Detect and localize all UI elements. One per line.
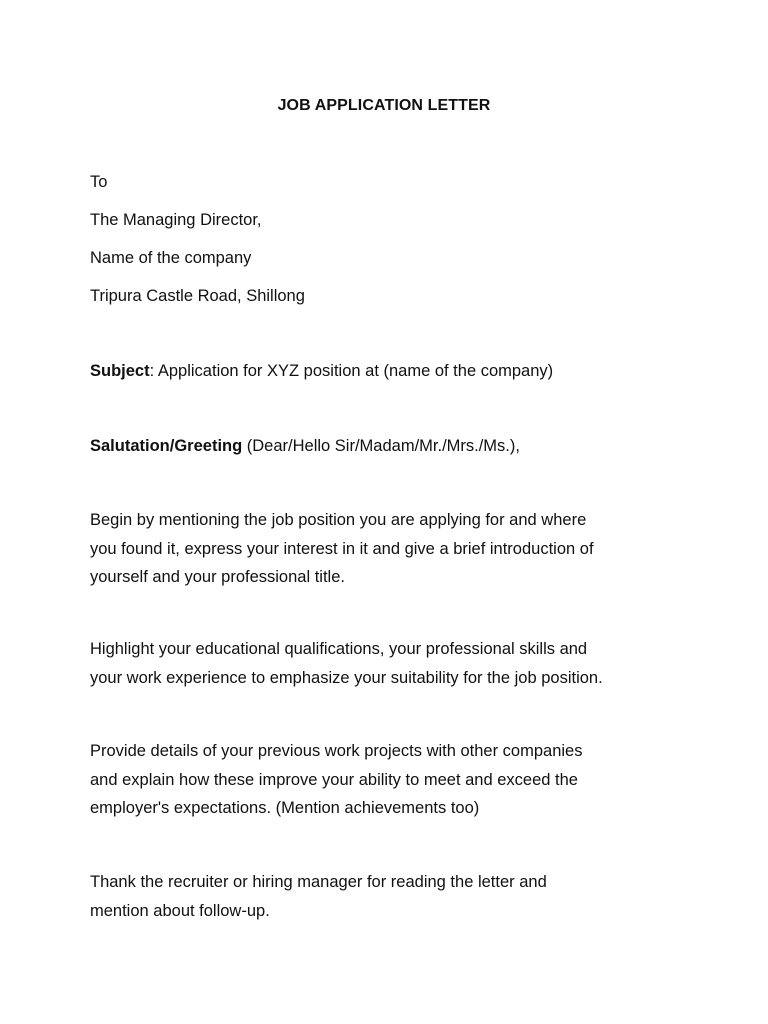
address-to: To (90, 173, 108, 191)
paragraph-line: your work experience to emphasize your suitability for the job position. (90, 668, 603, 687)
paragraph-line: Thank the recruiter or hiring manager for reading the letter and (90, 873, 547, 891)
paragraph-qualifications (90, 635, 690, 692)
salutation-text: (Dear/Hello Sir/Madam/Mr./Mrs./Ms.), (242, 437, 520, 455)
paragraph-experience (90, 737, 690, 823)
subject-line (90, 357, 690, 385)
address-street: Tripura Castle Road, Shillong (90, 287, 305, 305)
salutation-label: Salutation/Greeting (90, 437, 243, 455)
paragraph-line: and explain how these improve your ability to meet and exceed the (90, 770, 578, 789)
paragraph-line: Provide details of your previous work projects with other companies (90, 742, 583, 760)
paragraph-line: yourself and your professional title. (90, 568, 345, 586)
paragraph-line: you found it, express your interest in it and give a brief introduction of (90, 539, 594, 558)
salutation-line (90, 432, 690, 460)
paragraph-line: Begin by mentioning the job position you are applying for and where (90, 511, 587, 529)
subject-text: : Application for XYZ position at (name of the company) (149, 362, 554, 380)
paragraph-line: employer's expectations. (Mention achievements too) (90, 799, 480, 817)
paragraph-introduction (90, 506, 690, 592)
address-company: Name of the company (90, 249, 252, 267)
paragraph-line: mention about follow-up. (90, 901, 270, 920)
letter-title: JOB APPLICATION LETTER (277, 97, 491, 114)
paragraph-line: Highlight your educational qualifications, your professional skills and (90, 640, 588, 658)
paragraph-closing (90, 868, 690, 925)
subject-label: Subject (90, 362, 150, 380)
address-recipient: The Managing Director, (90, 211, 262, 229)
